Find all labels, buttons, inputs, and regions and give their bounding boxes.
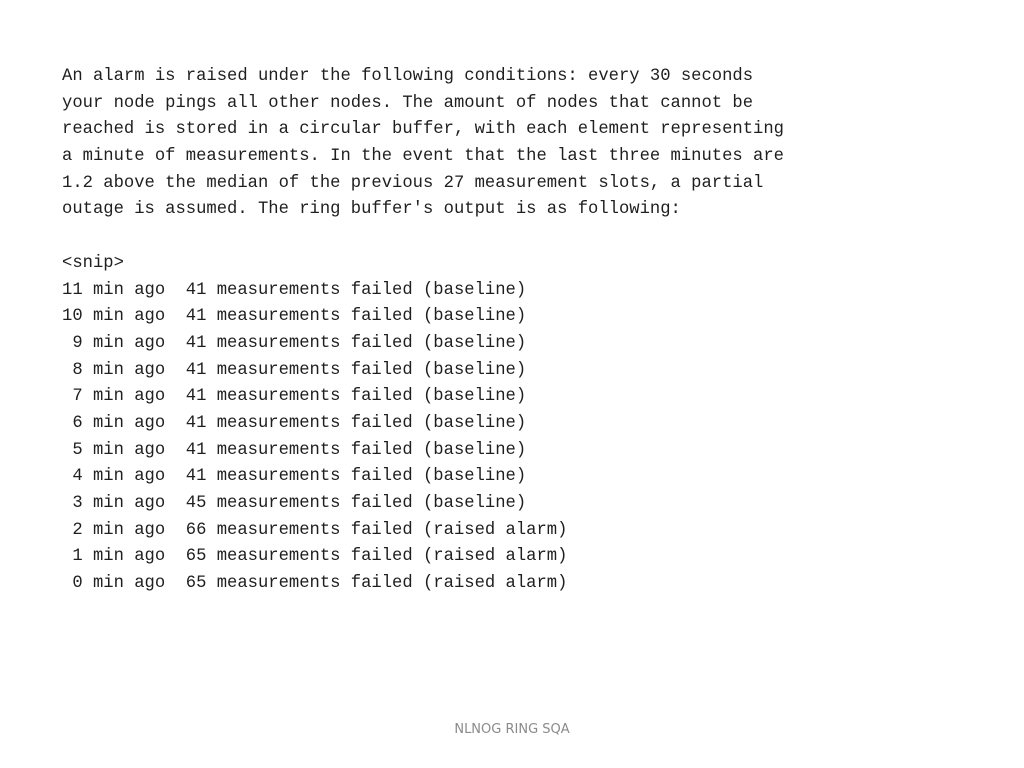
buffer-line: 9 min ago 41 measurements failed (baseline) (62, 333, 527, 353)
buffer-line: 6 min ago 41 measurements failed (baseline) (62, 413, 527, 433)
slide-body (62, 64, 1002, 598)
intro-line: 1.2 above the median of the previous 27 measurement slots, a partial (62, 173, 764, 193)
buffer-line: 10 min ago 41 measurements failed (baseline) (62, 307, 527, 327)
intro-line: An alarm is raised under the following conditions: every 30 seconds (62, 67, 754, 86)
buffer-line: 3 min ago 45 measurements failed (baseline) (62, 494, 527, 513)
intro-paragraph (62, 64, 1002, 224)
spacer (62, 224, 1002, 251)
intro-line: your node pings all other nodes. The amount of nodes that cannot be (62, 93, 754, 113)
ring-buffer-output (62, 278, 1002, 598)
buffer-line: 1 min ago 65 measurements failed (raised alarm) (62, 547, 568, 567)
slide-footer: NLNOG RING SQA (454, 722, 570, 737)
intro-line: a minute of measurements. In the event that the last three minutes are (62, 147, 784, 167)
intro-line: outage is assumed. The ring buffer's output is as following: (62, 200, 681, 220)
buffer-line: 4 min ago 41 measurements failed (baseline) (62, 467, 527, 487)
intro-line: reached is stored in a circular buffer, with each element representing (62, 120, 784, 140)
buffer-line: 8 min ago 41 measurements failed (baseline) (62, 360, 527, 380)
buffer-line: 2 min ago 66 measurements failed (raised alarm) (62, 520, 568, 540)
snip-marker: <snip> (62, 253, 124, 273)
buffer-line: 5 min ago 41 measurements failed (baseline) (62, 440, 527, 460)
buffer-line: 11 min ago 41 measurements failed (baseline) (62, 280, 527, 300)
buffer-line: 0 min ago 65 measurements failed (raised alarm) (62, 574, 568, 594)
buffer-line: 7 min ago 41 measurements failed (baseline) (62, 387, 527, 407)
